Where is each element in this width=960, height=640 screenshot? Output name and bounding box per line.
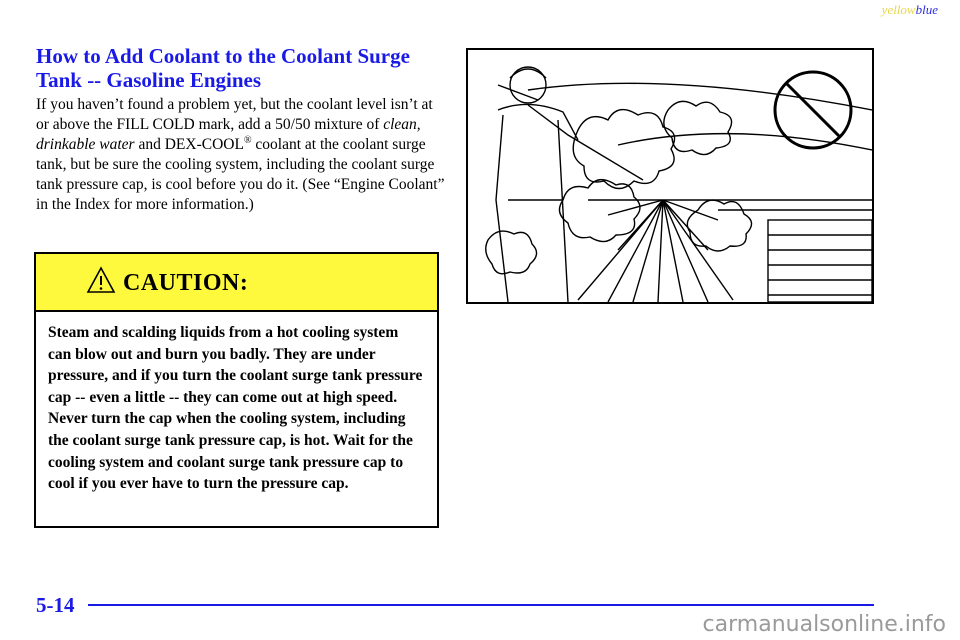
warning-triangle-icon: [86, 266, 116, 294]
corner-tag-blue: blue: [915, 2, 938, 17]
caution-box: [34, 252, 439, 528]
registered-mark: ®: [243, 134, 252, 146]
illustration-drawing: [468, 50, 872, 302]
watermark: carmanualsonline.info: [702, 612, 946, 637]
caution-title: CAUTION:: [123, 270, 249, 296]
intro-text-2: and DEX-COOL: [134, 136, 244, 153]
footer-rule: [88, 604, 874, 606]
caution-header: [36, 254, 437, 312]
corner-tag-yellow: yellow: [881, 2, 916, 17]
caution-text: Steam and scalding liquids from a hot cooling system can blow out and burn you badly. They are under pressure, and if you turn the coolant surge tank pressure cap -- even a little -- they can come out at high speed. Never turn the cap when the cooling system, including the coolant surge tank pressure cap, is hot. Wait for the cooling system and coolant surge tank pressure cap to cool if you ever have to turn the pressure cap.: [48, 324, 423, 493]
intro-text-italic: clean, drinkable water: [36, 116, 421, 153]
corner-color-tag: [882, 2, 938, 18]
intro-paragraph: [36, 95, 446, 215]
intro-text-3: coolant at the coolant surge tank, but be sure the cooling system, including the coolant surge tank pressure cap, is cool before you do it. (See “Engine Coolant” in the Index for more information.): [36, 136, 445, 213]
section-title: How to Add Coolant to the Coolant Surge Tank -- Gasoline Engines: [36, 44, 410, 92]
intro-text-1: If you haven’t found a problem yet, but the coolant level isn’t at or above the FILL COLD mark, add a 50/50 mixture of: [36, 96, 433, 133]
coolant-steam-illustration: [466, 48, 874, 304]
page-number: 5-14: [36, 593, 75, 617]
